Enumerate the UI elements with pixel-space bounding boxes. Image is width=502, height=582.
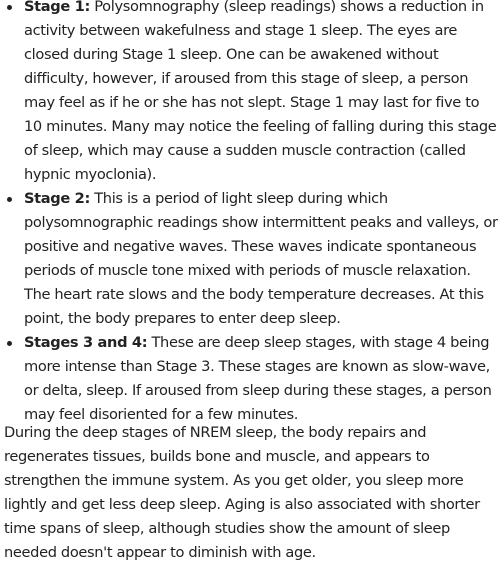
stage-title: Stage 2:: [24, 190, 90, 207]
bullet-icon: [7, 341, 12, 346]
list-item-stage-1: [0, 0, 502, 187]
stage-description: Polysomnography (sleep readings) shows a reduction in activity between wakefulness and stage 1 sleep. The eyes are closed during Stage 1 sleep. One can be awakened without difficulty, however, if aroused from this stage of sleep, a person may feel as if he or she has not slept. Stage 1 may last for five to 10 minutes. Many may notice the feeling of falling during this stage of sleep, which may cause a sudden muscle contraction (called hypnic myoclonia).: [24, 0, 497, 183]
list-item-stages-3-4: [0, 331, 502, 427]
bullet-icon: [7, 5, 12, 10]
stage-title: Stages 3 and 4:: [24, 334, 148, 351]
stage-description: These are deep sleep stages, with stage 4 being more intense than Stage 3. These stages are known as slow-wave, or delta, sleep. If aroused from sleep during these stages, a person may feel disoriented for a few minutes.: [24, 334, 492, 423]
stage-description: This is a period of light sleep during which polysomnographic readings show intermittent peaks and valleys, or positive and negative waves. These waves indicate spontaneous periods of muscle tone mixed with periods of muscle relaxation. The heart rate slows and the body temperature decreases. At this point, the body prepares to enter deep sleep.: [24, 190, 498, 327]
list-item-stage-2: [0, 187, 502, 331]
summary-paragraph: During the deep stages of NREM sleep, the body repairs and regenerates tissues, builds bone and muscle, and appears to strengthen the immune system. As you get older, you sleep more lightly and get less deep sleep. Aging is also associated with shorter time spans of sleep, although studies show the amount of sleep needed doesn't appear to diminish with age.: [4, 424, 480, 561]
stage-title: Stage 1:: [24, 0, 90, 15]
bullet-icon: [7, 197, 12, 202]
